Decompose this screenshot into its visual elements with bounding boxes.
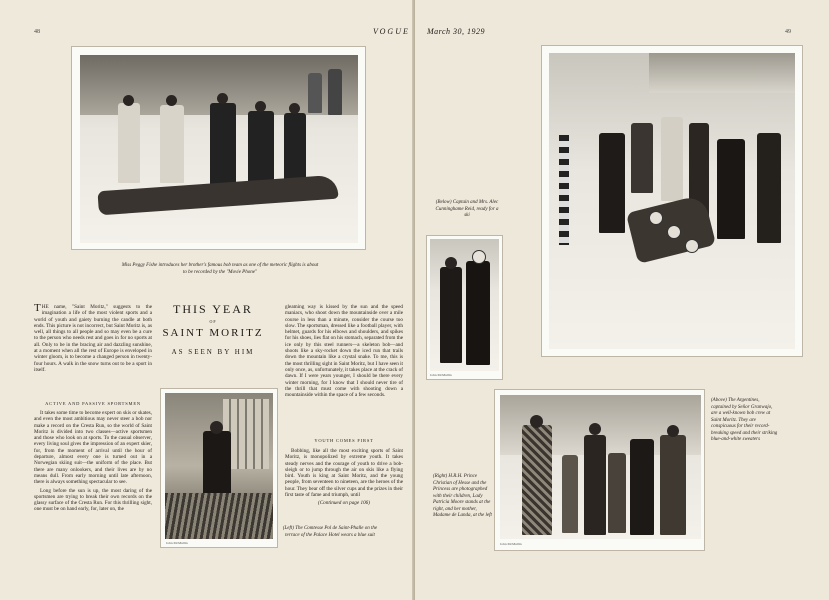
person-head	[255, 101, 266, 112]
person-head	[123, 95, 134, 106]
person-figure	[118, 103, 140, 183]
person-head	[289, 103, 300, 114]
royal-family-image	[500, 395, 701, 539]
person-head	[166, 95, 177, 106]
argentine-caption: (Above) The Argentines, captained by Señor Granwajo, are a well-known bob crew at Saint Moritz. They are conspicuous for their record-breaking speed and their striking blue-and-white sweaters	[711, 398, 778, 442]
article-title-line2: SAINT MORITZ	[162, 327, 264, 339]
crew-head	[667, 225, 681, 239]
flag	[559, 135, 569, 245]
photo-credit: John McMullin	[430, 373, 452, 377]
royal-family-caption: (Right) H.R.H. Prince Christian of Hesse and the Princess are photographed with their children, Lady Patricia Moore stands at the right, and her mother, Madame de Landa, at the left	[433, 474, 492, 518]
photo-credit: John McMullin	[166, 541, 188, 545]
royal-family-photo	[494, 389, 705, 551]
spectator-figure	[328, 69, 342, 115]
section-heading-youth: YOUTH COMES FIRST	[314, 438, 374, 443]
article-column-2-body	[285, 448, 403, 509]
article-column-1-body	[34, 410, 152, 515]
article-column-1-intro: THE name, "Saint Moritz," suggests to the imagination a life of the most violent sports and a world of youth and gaiety burning the candle at both ends. This picture is not incorrect, but Saint Moritz is, as well, all things to all people and so may even be a cure to the person who needs rest and goes in for no sports at all. Only to be in the bracing air and dazzling sunshine, at a moment when all the rest of Europe is enveloped in winter gloom, is to become a changed person in twenty-four hours. A walk in the snow turns out to be a sport in itself.	[34, 302, 152, 373]
intro-paragraph: HE name, "Saint Moritz," suggests to the imagination a life of the most violent sports and a world of youth and gaiety burning the candle at both ends. This picture is not incorrect, but Saint Moritz is, as well, all things to all people and so may even be a cure to the person who needs rest and goes in for no sports at all. Only to be in the bracing air and dazzling sunshine, at a moment when all the rest of Europe is enveloped in winter gloom, is to become a changed person in twenty-four hours. A walk in the snow turns out to be a sport in itself.	[34, 304, 152, 373]
person-figure	[248, 111, 274, 187]
running-head-vogue: VOGUE	[373, 27, 410, 36]
continued-note: (Continued on page 106)	[317, 500, 370, 507]
bob-team-image	[80, 55, 358, 243]
madame-de-landa-figure	[522, 425, 552, 535]
terrace-chairs	[165, 493, 273, 539]
section-heading-active-passive: ACTIVE AND PASSIVE SPORTSMEN	[45, 401, 141, 406]
captain-reid-head	[472, 250, 486, 264]
bob-team-caption: Miss Peggy Fishe introduces her brother's famous bob team as one of the meteoric flights is about to be recorded by the "Movie Phone"	[121, 263, 319, 275]
terrace-image	[165, 393, 273, 539]
page-number-left: 48	[34, 29, 40, 35]
prince-figure	[584, 435, 606, 535]
article-title-line1: THIS YEAR	[173, 302, 253, 316]
article-title-of: OF	[209, 319, 217, 324]
comtesse-head	[210, 421, 223, 434]
paragraph: It takes some time to become expert on skis or skates, and even the most ambitious may never steer a bob nor make a record on the Cresta Run, so the world of Saint Moritz is divided into two classes—active sportsmen and those who look on at sports. To the casual observer, every living soul gives the impression of an expert skier, for, from the moment of arrival until the hour of departure, almost every one is turned out in a Norwegian skiing suit—the uniform of the place. But there are many onlookers, and their lives are by no means dull. From early morning until late afternoon, there is always something spectacular to see.	[34, 410, 152, 486]
paragraph: Long before the sun is up, the most daring of the sportsmen are trying to break their own records on the glassy surface of the Cresta Run. For this thrilling sight, one must be on hand early, for, later on, the	[34, 487, 152, 513]
crew-member-figure	[661, 117, 683, 201]
person-head	[667, 425, 679, 437]
person-figure	[160, 105, 184, 183]
captain-reid-figure	[466, 261, 490, 365]
bob-team-photo	[71, 46, 366, 250]
crew-head	[649, 211, 663, 225]
photo-credit: John McMullin	[500, 542, 522, 546]
terrace-photo	[160, 388, 278, 548]
person-head	[589, 423, 601, 435]
issue-date: March 30, 1929	[427, 27, 486, 36]
left-page	[0, 0, 414, 600]
right-page	[373, 0, 829, 600]
spectator-figure	[599, 133, 625, 233]
spectator-figure	[308, 73, 322, 113]
argentine-bob-image	[549, 53, 795, 349]
paragraph: gleaming way is kissed by the sun and the speed maniacs, who shoot down the mountainside over a mile course in less than a minute, consider the course too slow. The sportsman, dressed like a football player, with helmet, guards for his elbows and shoulders, and spikes for his shoes, lies flat on his stomach, separated from the ice only by this steel runners—a skeleton bob—and shoots like a sky-rocket down the iced run that trails down the mountain like a crystal snake. To me, this is the most thrilling sight in Saint Moritz, but I have seen it only once, as, unfortunately, it takes place at the crack of dawn. If I were years younger, I should be there every winter morning, for I know that I should never tire of the thrill that must come with shooting down a mountainside within the space of a few seconds.	[285, 304, 403, 399]
lady-patricia-figure	[660, 435, 686, 535]
child-figure	[608, 453, 626, 533]
person-head	[530, 415, 543, 428]
trees-background	[649, 53, 795, 93]
article-subtitle: AS SEEN BY HIM	[171, 348, 255, 356]
person-head	[217, 93, 228, 104]
mrs-reid-figure	[440, 267, 462, 363]
child-figure	[562, 455, 578, 533]
paragraph: Bobbing, like all the most exciting sports of Saint Moritz, is monopolized by extreme youth. It takes steady nerves and the courage of youth to drive a bob-sleigh or to jump through the air on skis like a flying bird. Youth is king at Saint Moritz, and the young people, from seventeen to nineteen, are the heroes of the hour. They bear off the silver cups and the prizes in their first taste of fame and triumph, until	[285, 448, 403, 499]
princess-figure	[630, 439, 654, 535]
argentine-bob-photo	[541, 45, 803, 357]
couple-image	[430, 239, 499, 371]
person-figure	[210, 103, 236, 187]
page-number-right: 49	[785, 29, 791, 35]
crew-head	[685, 239, 699, 253]
mrs-reid-head	[445, 257, 457, 269]
person-figure	[284, 113, 306, 187]
terrace-caption: (Left) The Comtesse Pol de Saint-Phalle on the terrace of the Palace Hotel wears a blue suit	[282, 526, 378, 538]
spectator-figure	[757, 133, 781, 243]
spectator-figure	[631, 123, 653, 193]
article-column-2-top	[285, 304, 403, 400]
spectator-figure	[717, 139, 745, 239]
couple-photo	[426, 235, 503, 380]
couple-caption: (Below) Captain and Mrs. Alec Cunninghame Reid, ready for a ski	[435, 200, 499, 218]
